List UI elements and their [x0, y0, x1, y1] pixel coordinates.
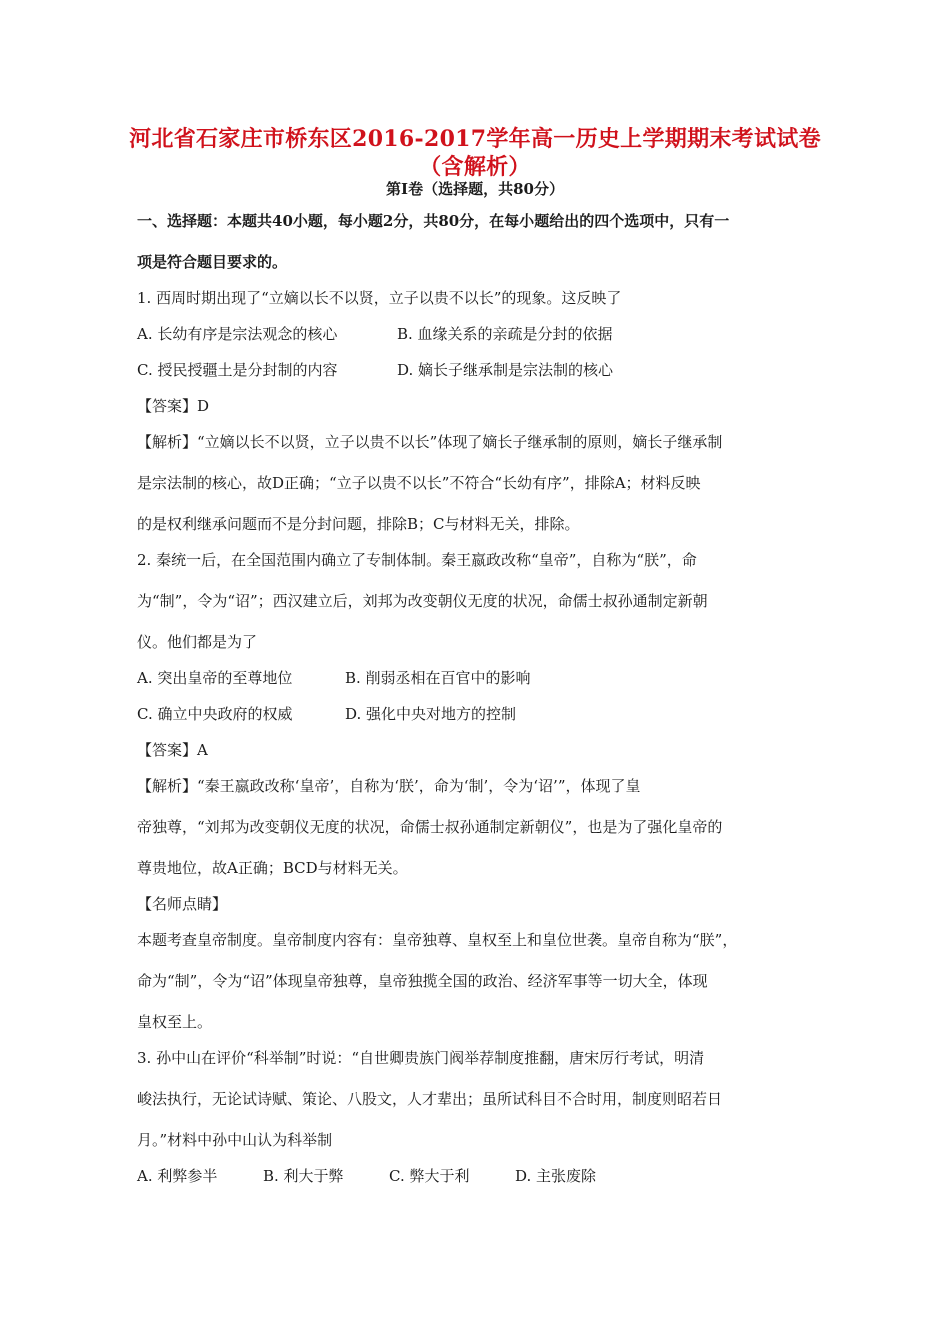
volume-heading: 第Ⅰ卷（选择题，共80分）: [386, 180, 564, 198]
document-title: 河北省石家庄市桥东区2016-2017学年高一历史上学期期末考试试卷: [129, 126, 821, 152]
question-2-options-ab: [137, 667, 827, 688]
option-a: A. 突出皇帝的至尊地位: [137, 669, 293, 687]
teacher-tip-heading: 【名师点睛】: [137, 895, 228, 913]
question-2-analysis: 【解析】“秦王嬴政改称‘皇帝’，自称为‘朕’，命为‘制’，令为‘诏’”，体现了皇: [137, 777, 641, 795]
question-1-options-cd: [137, 359, 827, 380]
question-3-stem: 3. 孙中山在评价“科举制”时说：“自世卿贵族门阀举荐制度推翻，唐宋厉行考试，明清: [137, 1049, 705, 1067]
question-1-analysis-line3: 的是权利继承问题而不是分封问题，排除B；C与材料无关，排除。: [137, 515, 580, 533]
teacher-tip-text-line3: 皇权至上。: [137, 1013, 213, 1031]
question-3-stem-line3: 月。”材料中孙中山认为科举制: [137, 1131, 333, 1149]
question-1-options-ab: [137, 323, 827, 344]
question-2-stem: 2. 秦统一后，在全国范围内确立了专制体制。秦王嬴政改称“皇帝”，自称为“朕”，命: [137, 551, 697, 569]
question-1-stem: 1. 西周时期出现了“立嫡以长不以贤，立子以贵不以长”的现象。这反映了: [137, 289, 622, 307]
question-1-analysis: 【解析】“立嫡以长不以贤，立子以贵不以长”体现了嫡长子继承制的原则，嫡长子继承制: [137, 433, 723, 451]
question-1-answer: 【答案】D: [137, 397, 210, 415]
document-title-subtitle: （含解析）: [419, 154, 531, 180]
option-c: C. 确立中央政府的权威: [137, 705, 293, 723]
option-c: C. 授民授疆土是分封制的内容: [137, 361, 338, 379]
option-c: C. 弊大于利: [389, 1167, 470, 1185]
question-2-options-cd: [137, 703, 827, 724]
option-d: D. 强化中央对地方的控制: [345, 705, 517, 723]
option-d: D. 主张废除: [515, 1167, 597, 1185]
teacher-tip-text-line2: 命为“制”，令为“诏”体现皇帝独尊，皇帝独揽全国的政治、经济军事等一切大全，体现: [137, 972, 708, 990]
question-3-options: [137, 1165, 827, 1186]
option-b: B. 削弱丞相在百官中的影响: [345, 669, 531, 687]
section-instruction-cont: 项是符合题目要求的。: [137, 253, 288, 271]
question-1-analysis-line2: 是宗法制的核心，故D正确；“立子以贵不以长”不符合“长幼有序”，排除A；材料反映: [137, 474, 701, 492]
option-d: D. 嫡长子继承制是宗法制的核心: [397, 361, 614, 379]
question-2-analysis-line3: 尊贵地位，故A正确；BCD与材料无关。: [137, 859, 408, 877]
option-a: A. 长幼有序是宗法观念的核心: [137, 325, 338, 343]
question-2-answer: 【答案】A: [137, 741, 208, 759]
question-2-stem-line2: 为“制”，令为“诏”；西汉建立后，刘邦为改变朝仪无度的状况，命儒士叔孙通制定新朝: [137, 592, 708, 610]
teacher-tip-text: 本题考查皇帝制度。皇帝制度内容有：皇帝独尊、皇权至上和皇位世袭。皇帝自称为“朕”，: [137, 931, 738, 949]
option-b: B. 利大于弊: [263, 1167, 344, 1185]
option-a: A. 利弊参半: [137, 1167, 218, 1185]
section-instruction: 一、选择题：本题共40小题，每小题2分，共80分，在每小题给出的四个选项中，只有一: [137, 212, 730, 230]
question-3-stem-line2: 峻法执行，无论试诗赋、策论、八股文，人才辈出；虽所试科目不合时用，制度则昭若日: [137, 1090, 723, 1108]
option-b: B. 血缘关系的亲疏是分封的依据: [397, 325, 613, 343]
question-2-stem-line3: 仪。他们都是为了: [137, 633, 258, 651]
question-2-analysis-line2: 帝独尊，“刘邦为改变朝仪无度的状况，命儒士叔孙通制定新朝仪”，也是为了强化皇帝的: [137, 818, 723, 836]
